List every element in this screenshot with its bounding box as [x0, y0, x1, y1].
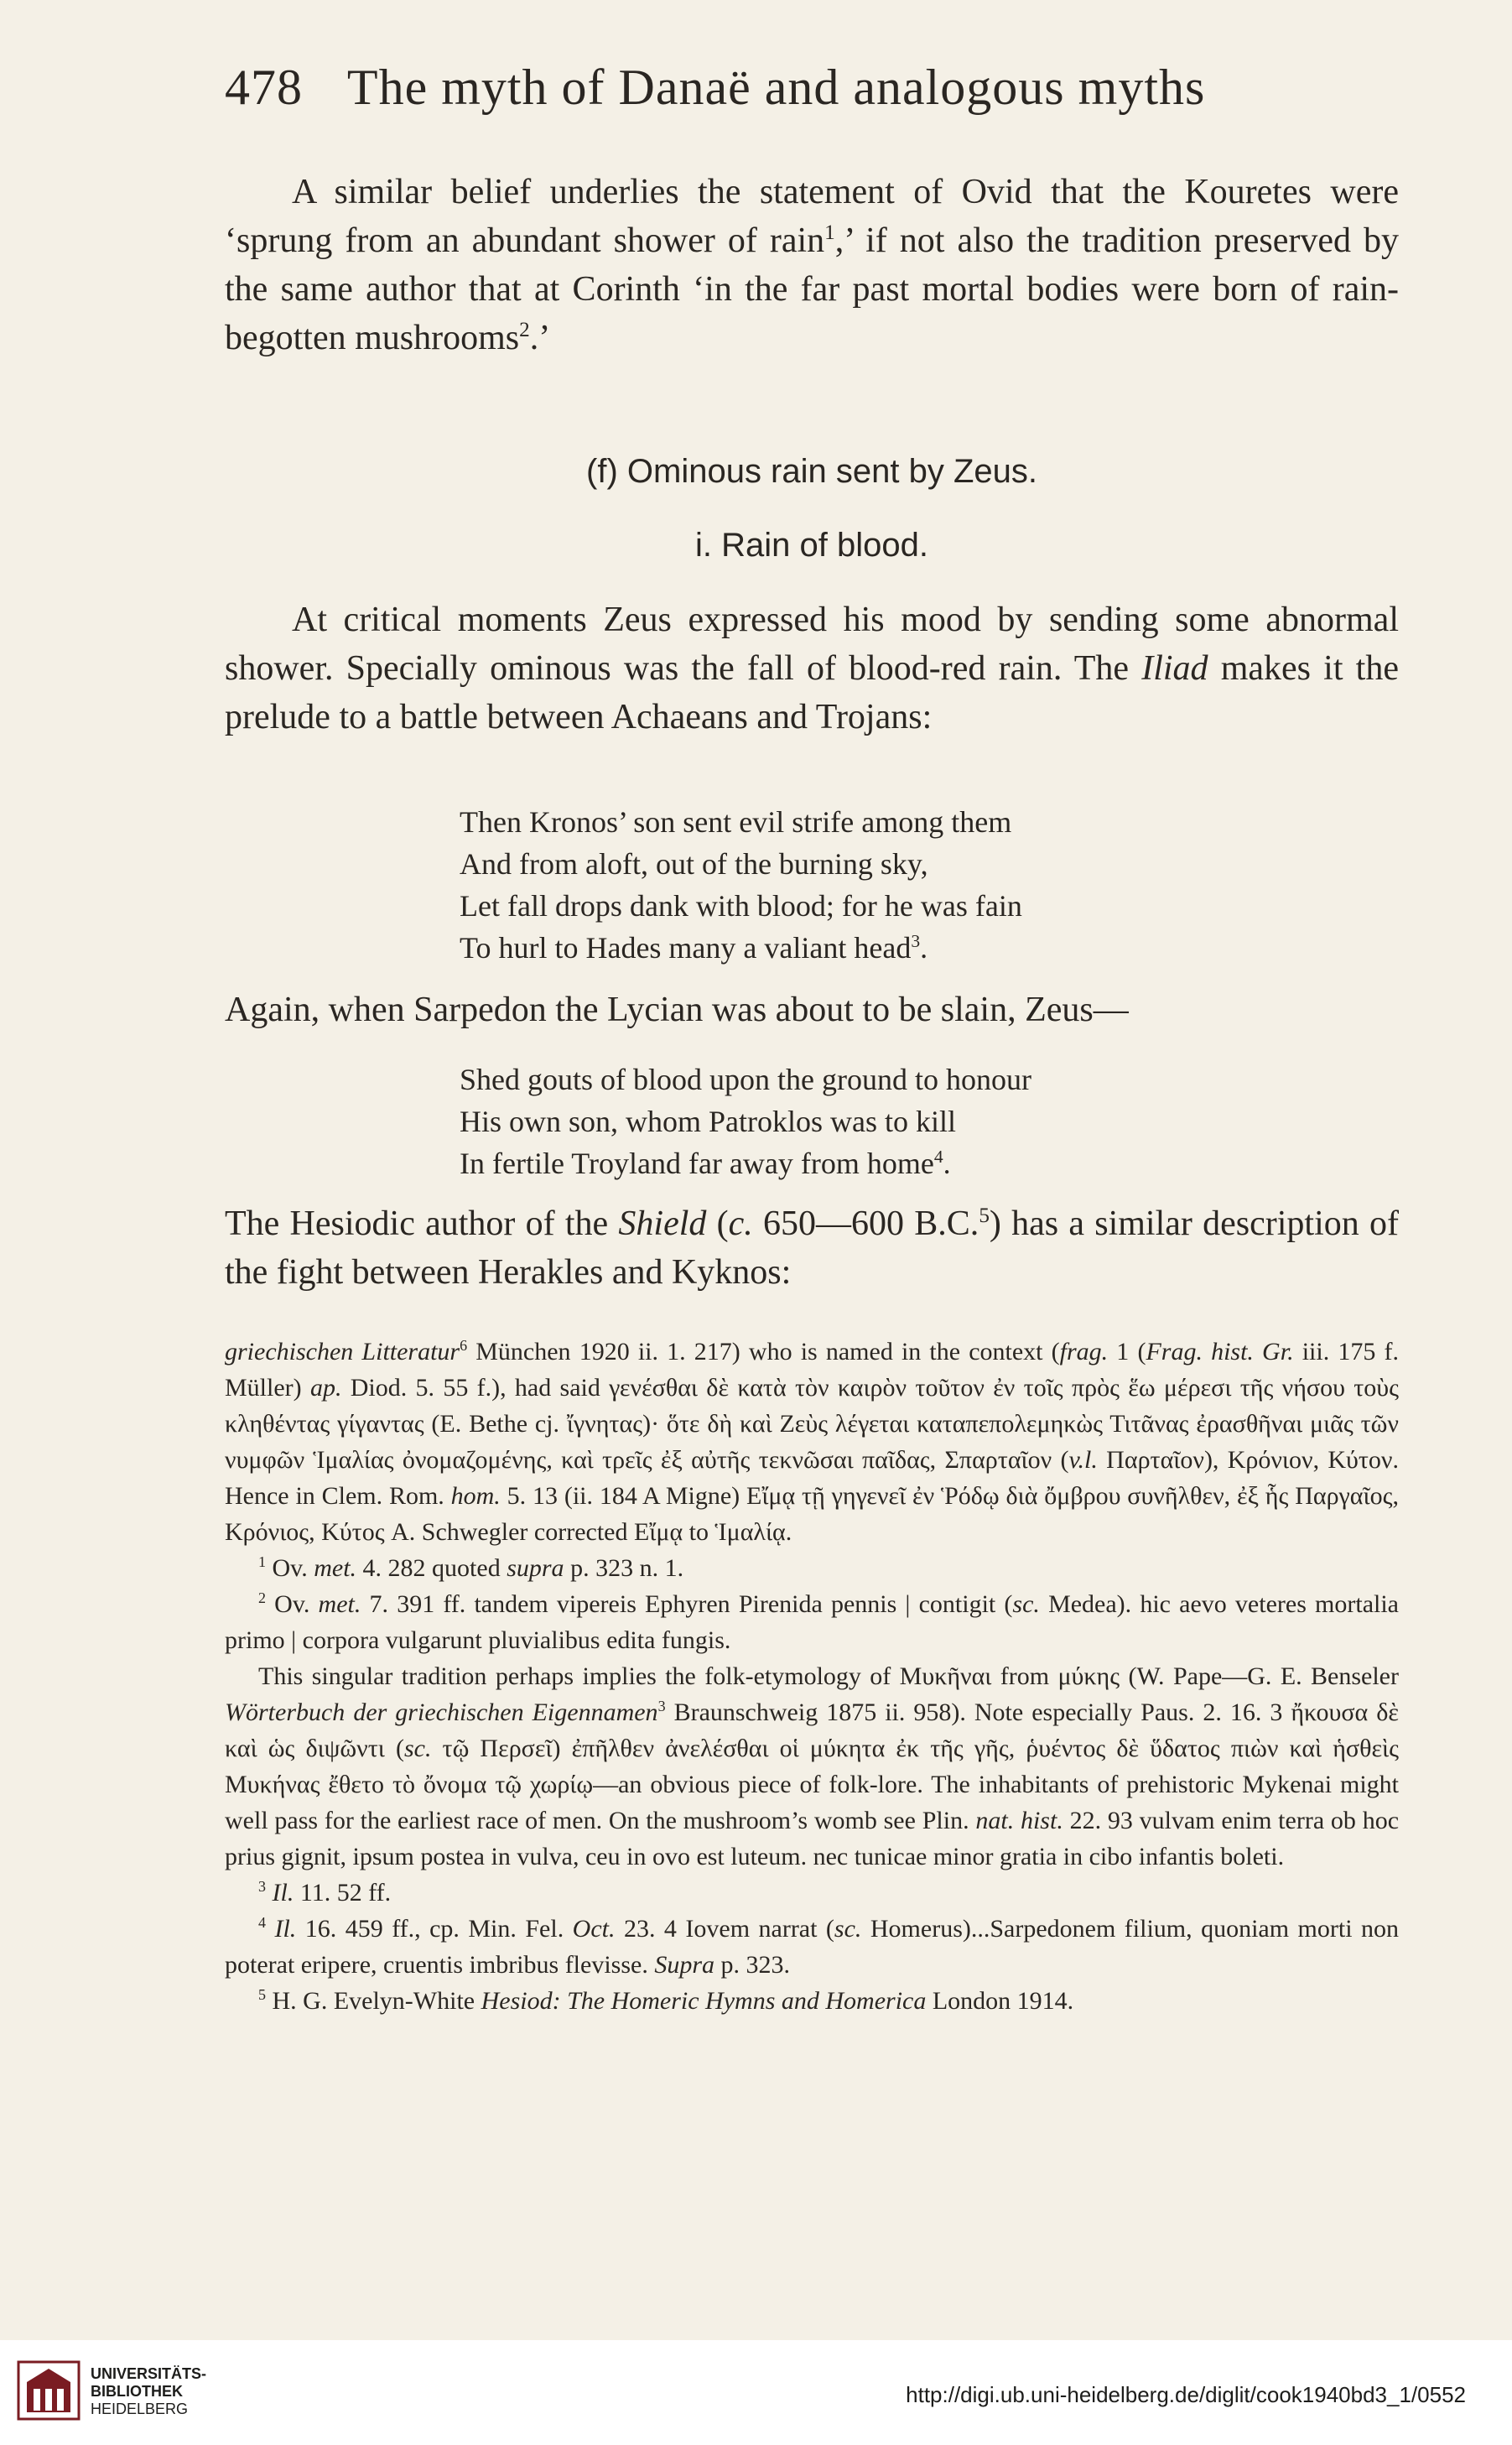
page-number: 478	[225, 60, 303, 115]
footnote-4: $^4$ Il. 16. 459 ff., cp. Min. Fel. Oct. 23. 4 Iovem narrat (sc. Homerus)...Sarpedonem filium, quoniam morti non poterat eripere, cruentis imbribus flevisse. Supra p. 323.	[225, 1914, 1399, 1979]
source-url-link[interactable]: http://digi.ub.uni-heidelberg.de/diglit/cook1940bd3_1/0552	[906, 2382, 1466, 2407]
section-heading: (f) Ominous rain sent by Zeus.	[586, 453, 1037, 490]
footnote-5: $^5$ H. G. Evelyn-White Hesiod: The Homeric Hymns and Homerica London 1914.	[258, 1986, 1074, 2015]
footnote-ref-1[interactable]: 1	[824, 221, 835, 244]
footnote-continuation: griechischen Litteratur$^6$ München 1920 ii. 1. 217) who is named in the context (frag. 1 (Frag. hist. Gr. iii. 175 f. Müller) ap. Diod. 5. 55 f.), had said γενέσθαι δὲ κατὰ τὸν καιρὸν τοῦτον ἐν τοῖς πρὸς ἕω μέρεσι τῆς νήσου τοὺς κληθέντας γίγαντας (E. Bethe cj. ἴγνητας)· ὅτε δὴ καὶ Ζεὺς λέγεται καταπεπολεμηκὼς Τιτᾶνας ἐρασθῆναι μιᾶς τῶν νυμφῶν Ἱμαλίας ὀνομαζομένης, καὶ τρεῖς ἐξ αὐτῆς τεκνῶσαι παῖδας, Σπαρταῖον (v.l. Παρταῖον), Κρόνιον, Κύτον. Hence in Clem. Rom. hom. 5. 13 (ii. 184 A Migne) Εἴμᾳ τῇ γηγενεῖ ἐν Ῥόδῳ διὰ ὄμβρου συνῆλθεν, ἐξ ἧς Παργαῖος, Κρόνιος, Κύτος A. Schwegler corrected Εἴμᾳ to Ἱμαλίᾳ.	[225, 1337, 1400, 1546]
footnote-ref-5[interactable]: 5	[979, 1204, 990, 1227]
institution-name: UNIVERSITÄTS- BIBLIOTHEK HEIDELBERG	[91, 2365, 207, 2417]
subsection-heading: i. Rain of blood.	[695, 527, 928, 564]
italic-title: Iliad	[1141, 649, 1208, 688]
verse-line: And from aloft, out of the burning sky,	[460, 847, 928, 881]
verse-quote-2	[460, 1059, 1382, 1184]
paragraph-3: Again, when Sarpedon the Lycian was about to be slain, Zeus—	[225, 991, 1129, 1029]
verse-quote-1	[460, 801, 1382, 969]
footnote-1: $^1$ Ov. met. 4. 282 quoted supra p. 323 n. 1.	[258, 1553, 684, 1582]
footnote-ref-3[interactable]: 3	[911, 931, 921, 951]
verse-line: Then Kronos’ son sent evil strife among them	[460, 805, 1012, 839]
verse-line: To hurl to Hades many a valiant head$^3$.	[460, 931, 928, 965]
verse-line: Let fall drops dank with blood; for he was fain	[460, 889, 1022, 923]
verse-line: In fertile Troyland far away from home$^4$.	[460, 1147, 951, 1180]
verse-line: His own son, whom Patroklos was to kill	[460, 1105, 957, 1138]
library-logo-icon	[15, 2357, 82, 2424]
footnote-ref-2[interactable]: 2	[519, 319, 530, 341]
footnote-2: $^2$ Ov. met. 7. 391 ff. tandem vipereis Ephyren Pirenida pennis | contigit (sc. Medea). hic aevo veteres mortalia primo | corpora vulgarunt pluvialibus edita fungis.	[225, 1589, 1399, 1654]
paragraph-4: The Hesiodic author of the Shield (c. 650—600 B.C.$^5$) has a similar description of the fight between Herakles and Kyknos:	[225, 1204, 1399, 1292]
footnote-ref-4[interactable]: 4	[933, 1147, 943, 1167]
footnote-3: $^3$ Il. 11. 52 ff.	[258, 1878, 392, 1907]
footnotes	[225, 1334, 1399, 2019]
footnote-2-continuation: This singular tradition perhaps implies the folk-etymology of Μυκῆναι from μύκης (W. Pape—G. E. Benseler Wörterbuch der griechischen Eigennamen$^3$ Braunschweig 1875 ii. 958). Note especially Paus. 2. 16. 3 ἤκουσα δὲ καὶ ὡς διψῶντι (sc. τῷ Περσεῖ) ἐπῆλθεν ἀνελέσθαι οἱ μύκητα ἐκ τῆς γῆς, ῥυέντος δὲ ὕδατος πιὼν καὶ ἡσθεὶς Μυκήνας ἔθετο τὸ ὄνομα τῷ χωρίῳ—an obvious piece of folk-lore. The inhabitants of prehistoric Mykenai might well pass for the earliest race of men. On the mushroom’s womb see Plin. nat. hist. 22. 93 vulvam enim terra ob hoc prius gignit, ipsum postea in vulva, ceu in ovo est luteum. nec tunicae minor gratia in cibo infantis boleti.	[225, 1662, 1400, 1870]
verse-line: Shed gouts of blood upon the ground to honour	[460, 1063, 1031, 1096]
paragraph-2: At critical moments Zeus expressed his mood by sending some abnormal shower. Specially ominous was the fall of blood-red rain. The Iliad makes it the prelude to a battle between Achaeans and Trojans:	[225, 601, 1399, 736]
paragraph-1: A similar belief underlies the statement of Ovid that the Kouretes were ‘sprung from an abundant shower of rain$^1$,’ if not also the tradition preserved by the same author that at Corinth ‘in the far past mortal bodies were born of rain-begotten mushrooms$^2$.’	[225, 173, 1399, 357]
running-head	[225, 59, 1399, 117]
page-title: The myth of Danaë and analogous myths	[346, 60, 1206, 115]
